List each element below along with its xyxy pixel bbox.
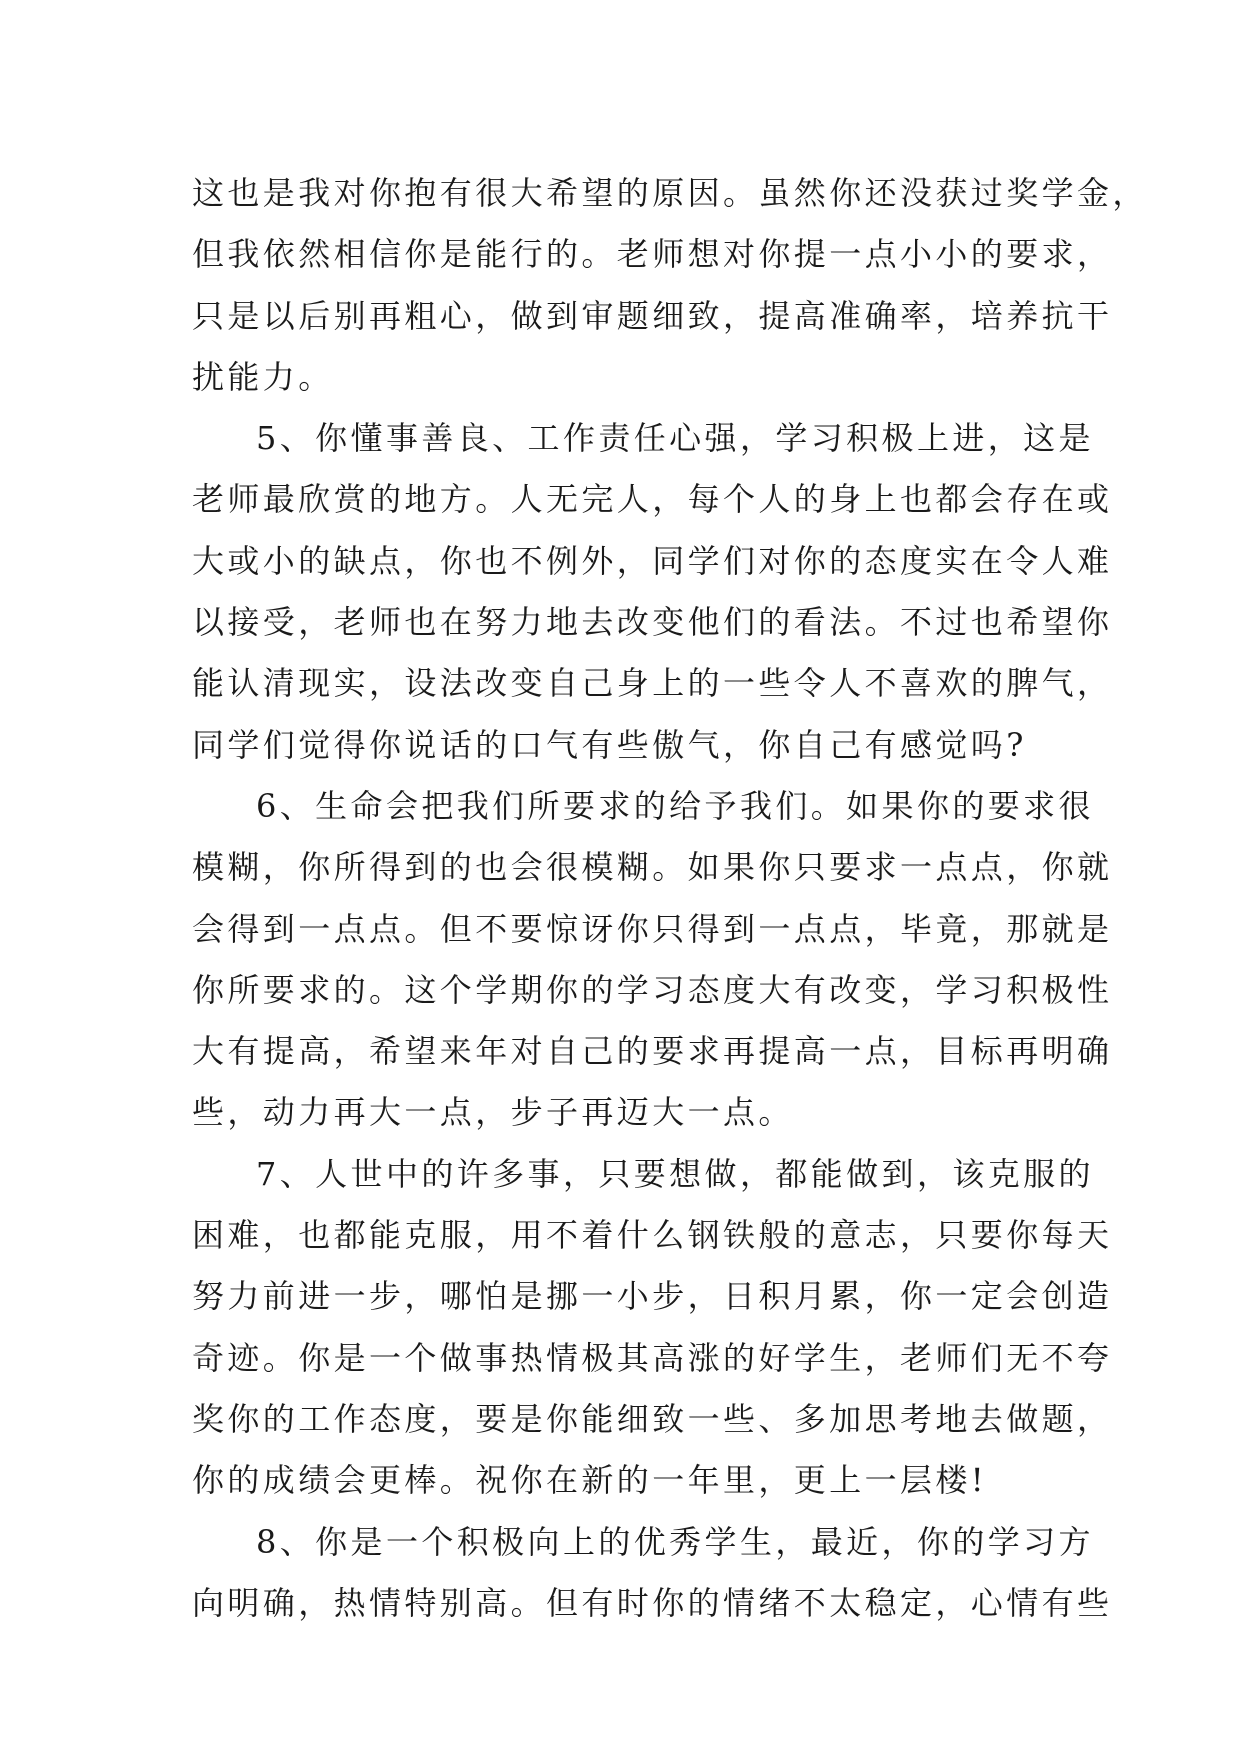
text-line: 只是以后别再粗心，做到审题细致，提高准确率，培养抗干 — [192, 296, 1113, 335]
text-line: 这也是我对你抱有很大希望的原因。虽然你还没获过奖学金， — [192, 174, 1148, 212]
text-line: 奇迹。你是一个做事热情极其高涨的好学生，老师们无不夸 — [192, 1338, 1113, 1377]
paragraph-5 — [192, 408, 1113, 776]
paragraph-7 — [192, 1144, 1113, 1512]
text-line: 大或小的缺点，你也不例外，同学们对你的态度实在令人难 — [192, 541, 1113, 580]
text-line: 5、你懂事善良、工作责任心强，学习积极上进，这是 — [256, 419, 1094, 458]
text-line: 困难，也都能克服，用不着什么钢铁般的意志，只要你每天 — [192, 1216, 1113, 1255]
text-line: 以接受，老师也在努力地去改变他们的看法。不过也希望你 — [192, 603, 1113, 642]
text-line: 奖你的工作态度，要是你能细致一些、多加思考地去做题， — [192, 1399, 1113, 1438]
text-line: 8、你是一个积极向上的优秀学生，最近，你的学习方 — [256, 1522, 1094, 1561]
text-line: 能认清现实，设法改变自己身上的一些令人不喜欢的脾气， — [192, 664, 1113, 703]
text-line: 7、人世中的许多事，只要想做，都能做到，该克服的 — [256, 1154, 1094, 1193]
text-line: 同学们觉得你说话的口气有些傲气，你自己有感觉吗? — [192, 725, 1027, 764]
paragraph-6 — [192, 776, 1113, 1144]
text-line: 你所要求的。这个学期你的学习态度大有改变，学习积极性 — [192, 970, 1113, 1009]
text-line: 会得到一点点。但不要惊讶你只得到一点点，毕竟，那就是 — [192, 909, 1113, 948]
text-line: 6、生命会把我们所要求的给予我们。如果你的要求很 — [256, 786, 1094, 825]
text-line: 扰能力。 — [192, 357, 334, 396]
text-line: 些，动力再大一点，步子再迈大一点。 — [192, 1093, 794, 1132]
paragraph-8 — [192, 1512, 1113, 1635]
text-line: 模糊，你所得到的也会很模糊。如果你只要求一点点，你就 — [192, 848, 1113, 887]
text-line: 向明确，热情特别高。但有时你的情绪不太稳定，心情有些 — [192, 1583, 1113, 1622]
paragraph-4-continuation — [192, 163, 1148, 408]
text-line: 老师最欣赏的地方。人无完人，每个人的身上也都会存在或 — [192, 480, 1113, 519]
text-line: 你的成绩会更棒。祝你在新的一年里，更上一层楼! — [192, 1461, 988, 1500]
text-line: 但我依然相信你是能行的。老师想对你提一点小小的要求， — [192, 235, 1113, 274]
document-body — [192, 163, 1148, 1634]
text-line: 努力前进一步，哪怕是挪一小步，日积月累，你一定会创造 — [192, 1277, 1113, 1316]
text-line: 大有提高，希望来年对自己的要求再提高一点，目标再明确 — [192, 1032, 1113, 1071]
